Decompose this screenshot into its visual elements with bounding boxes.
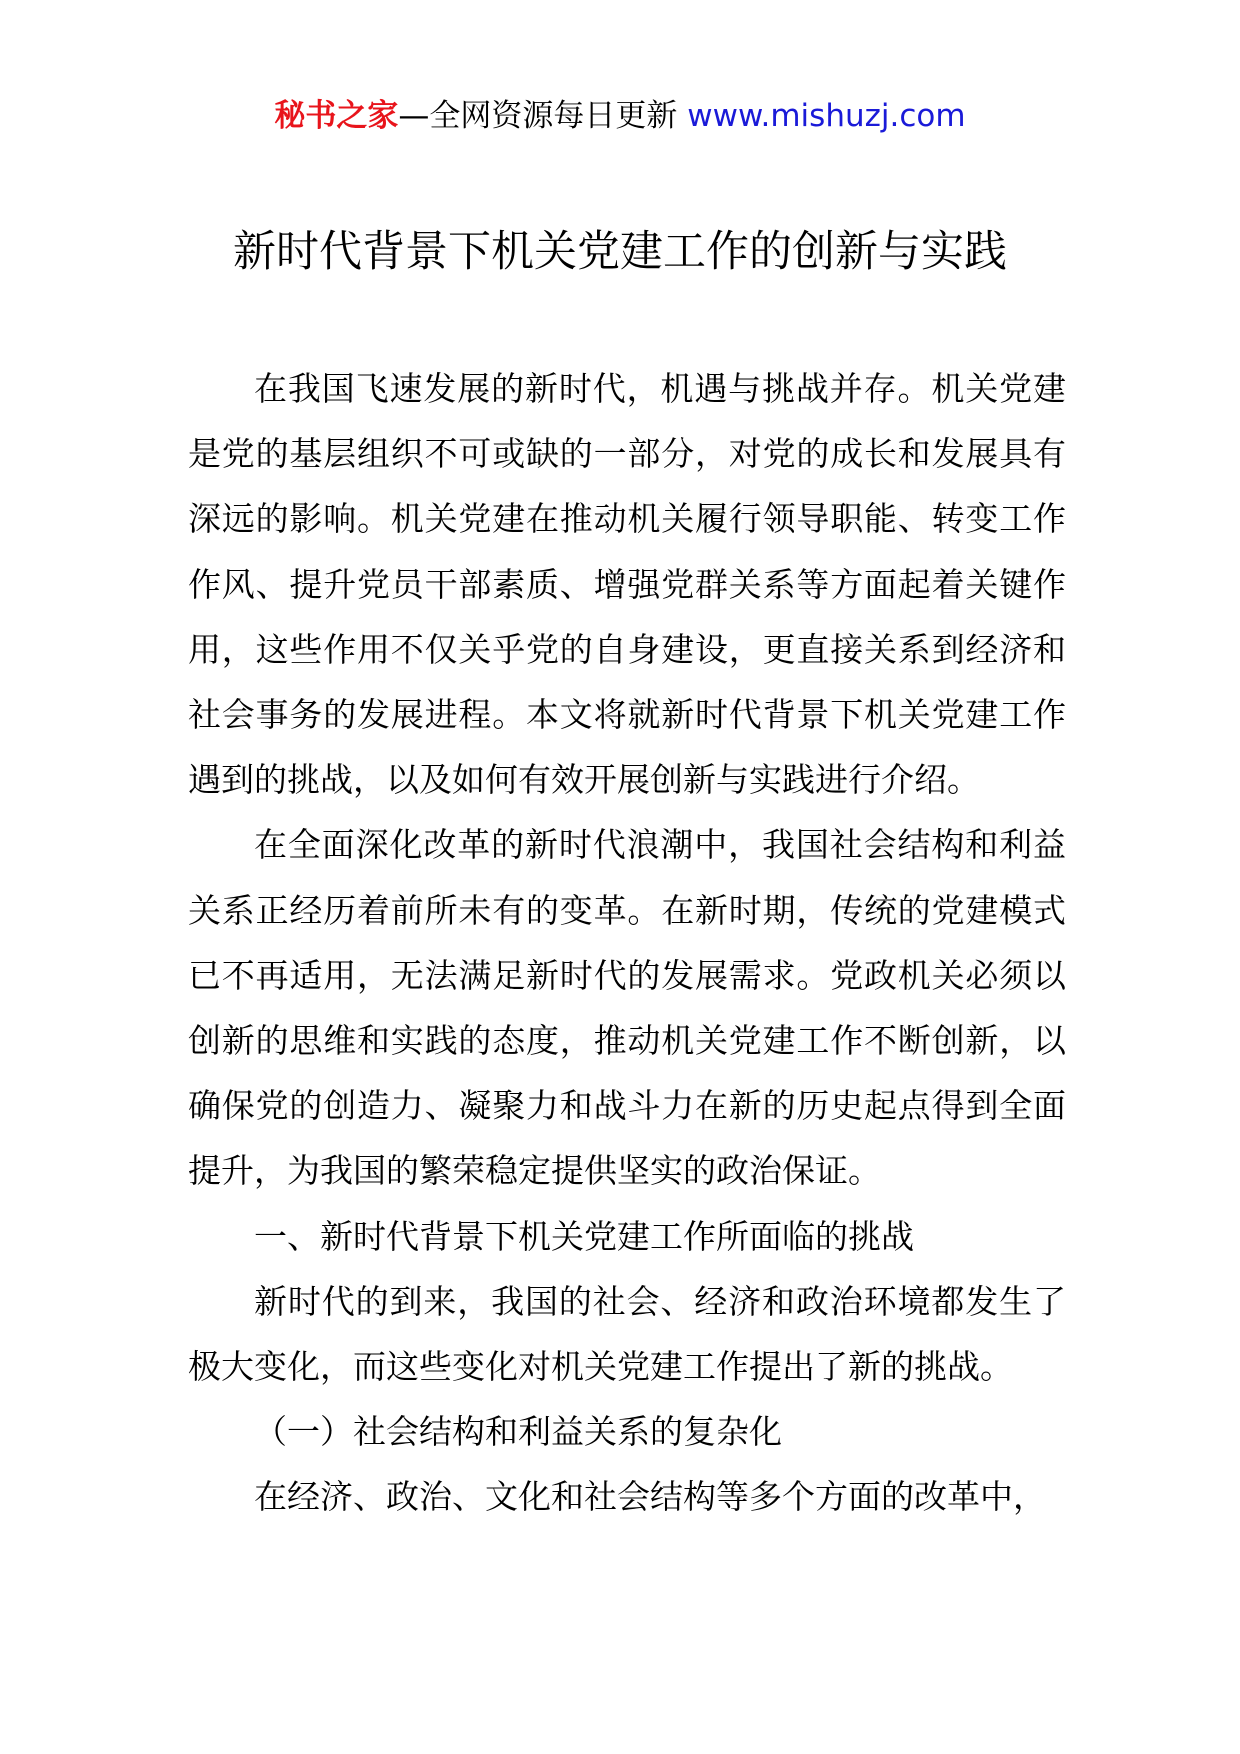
site-url-link[interactable]: www.mishuzj.com [687,98,966,134]
site-brand: 秘书之家 [274,98,399,134]
document-body [188,356,1066,1530]
paragraph-intro: 在我国飞速发展的新时代，机遇与挑战并存。机关党建是党的基层组织不可或缺的一部分，对党的成长和发展具有深远的影响。机关党建在推动机关履行领导职能、转变工作作风、提升党员干部素质、增强党群关系等方面起着关键作用，这些作用不仅关乎党的自身建设，更直接关系到经济和社会事务的发展进程。本文将就新时代背景下机关党建工作遇到的挑战，以及如何有效开展创新与实践进行介绍。 [188,369,1066,800]
subsection-paragraph: 在经济、政治、文化和社会结构等多个方面的改革中， [254,1477,1046,1517]
document-title: 新时代背景下机关党建工作的创新与实践 [233,227,1007,277]
paragraph-context: 在全面深化改革的新时代浪潮中，我国社会结构和利益关系正经历着前所未有的变革。在新时期，传统的党建模式已不再适用，无法满足新时代的发展需求。党政机关必须以创新的思维和实践的态度，推动机关党建工作不断创新，以确保党的创造力、凝聚力和战斗力在新的历史起点得到全面提升，为我国的繁荣稳定提供坚实的政治保证。 [188,825,1066,1191]
section-paragraph: 新时代的到来，我国的社会、经济和政治环境都发生了极大变化，而这些变化对机关党建工作提出了新的挑战。 [188,1281,1066,1387]
subsection-heading: （一）社会结构和利益关系的复杂化 [254,1412,782,1452]
section-heading: 一、新时代背景下机关党建工作所面临的挑战 [254,1216,914,1256]
site-header [0,96,1240,136]
site-tagline: —全网资源每日更新 [398,98,688,134]
